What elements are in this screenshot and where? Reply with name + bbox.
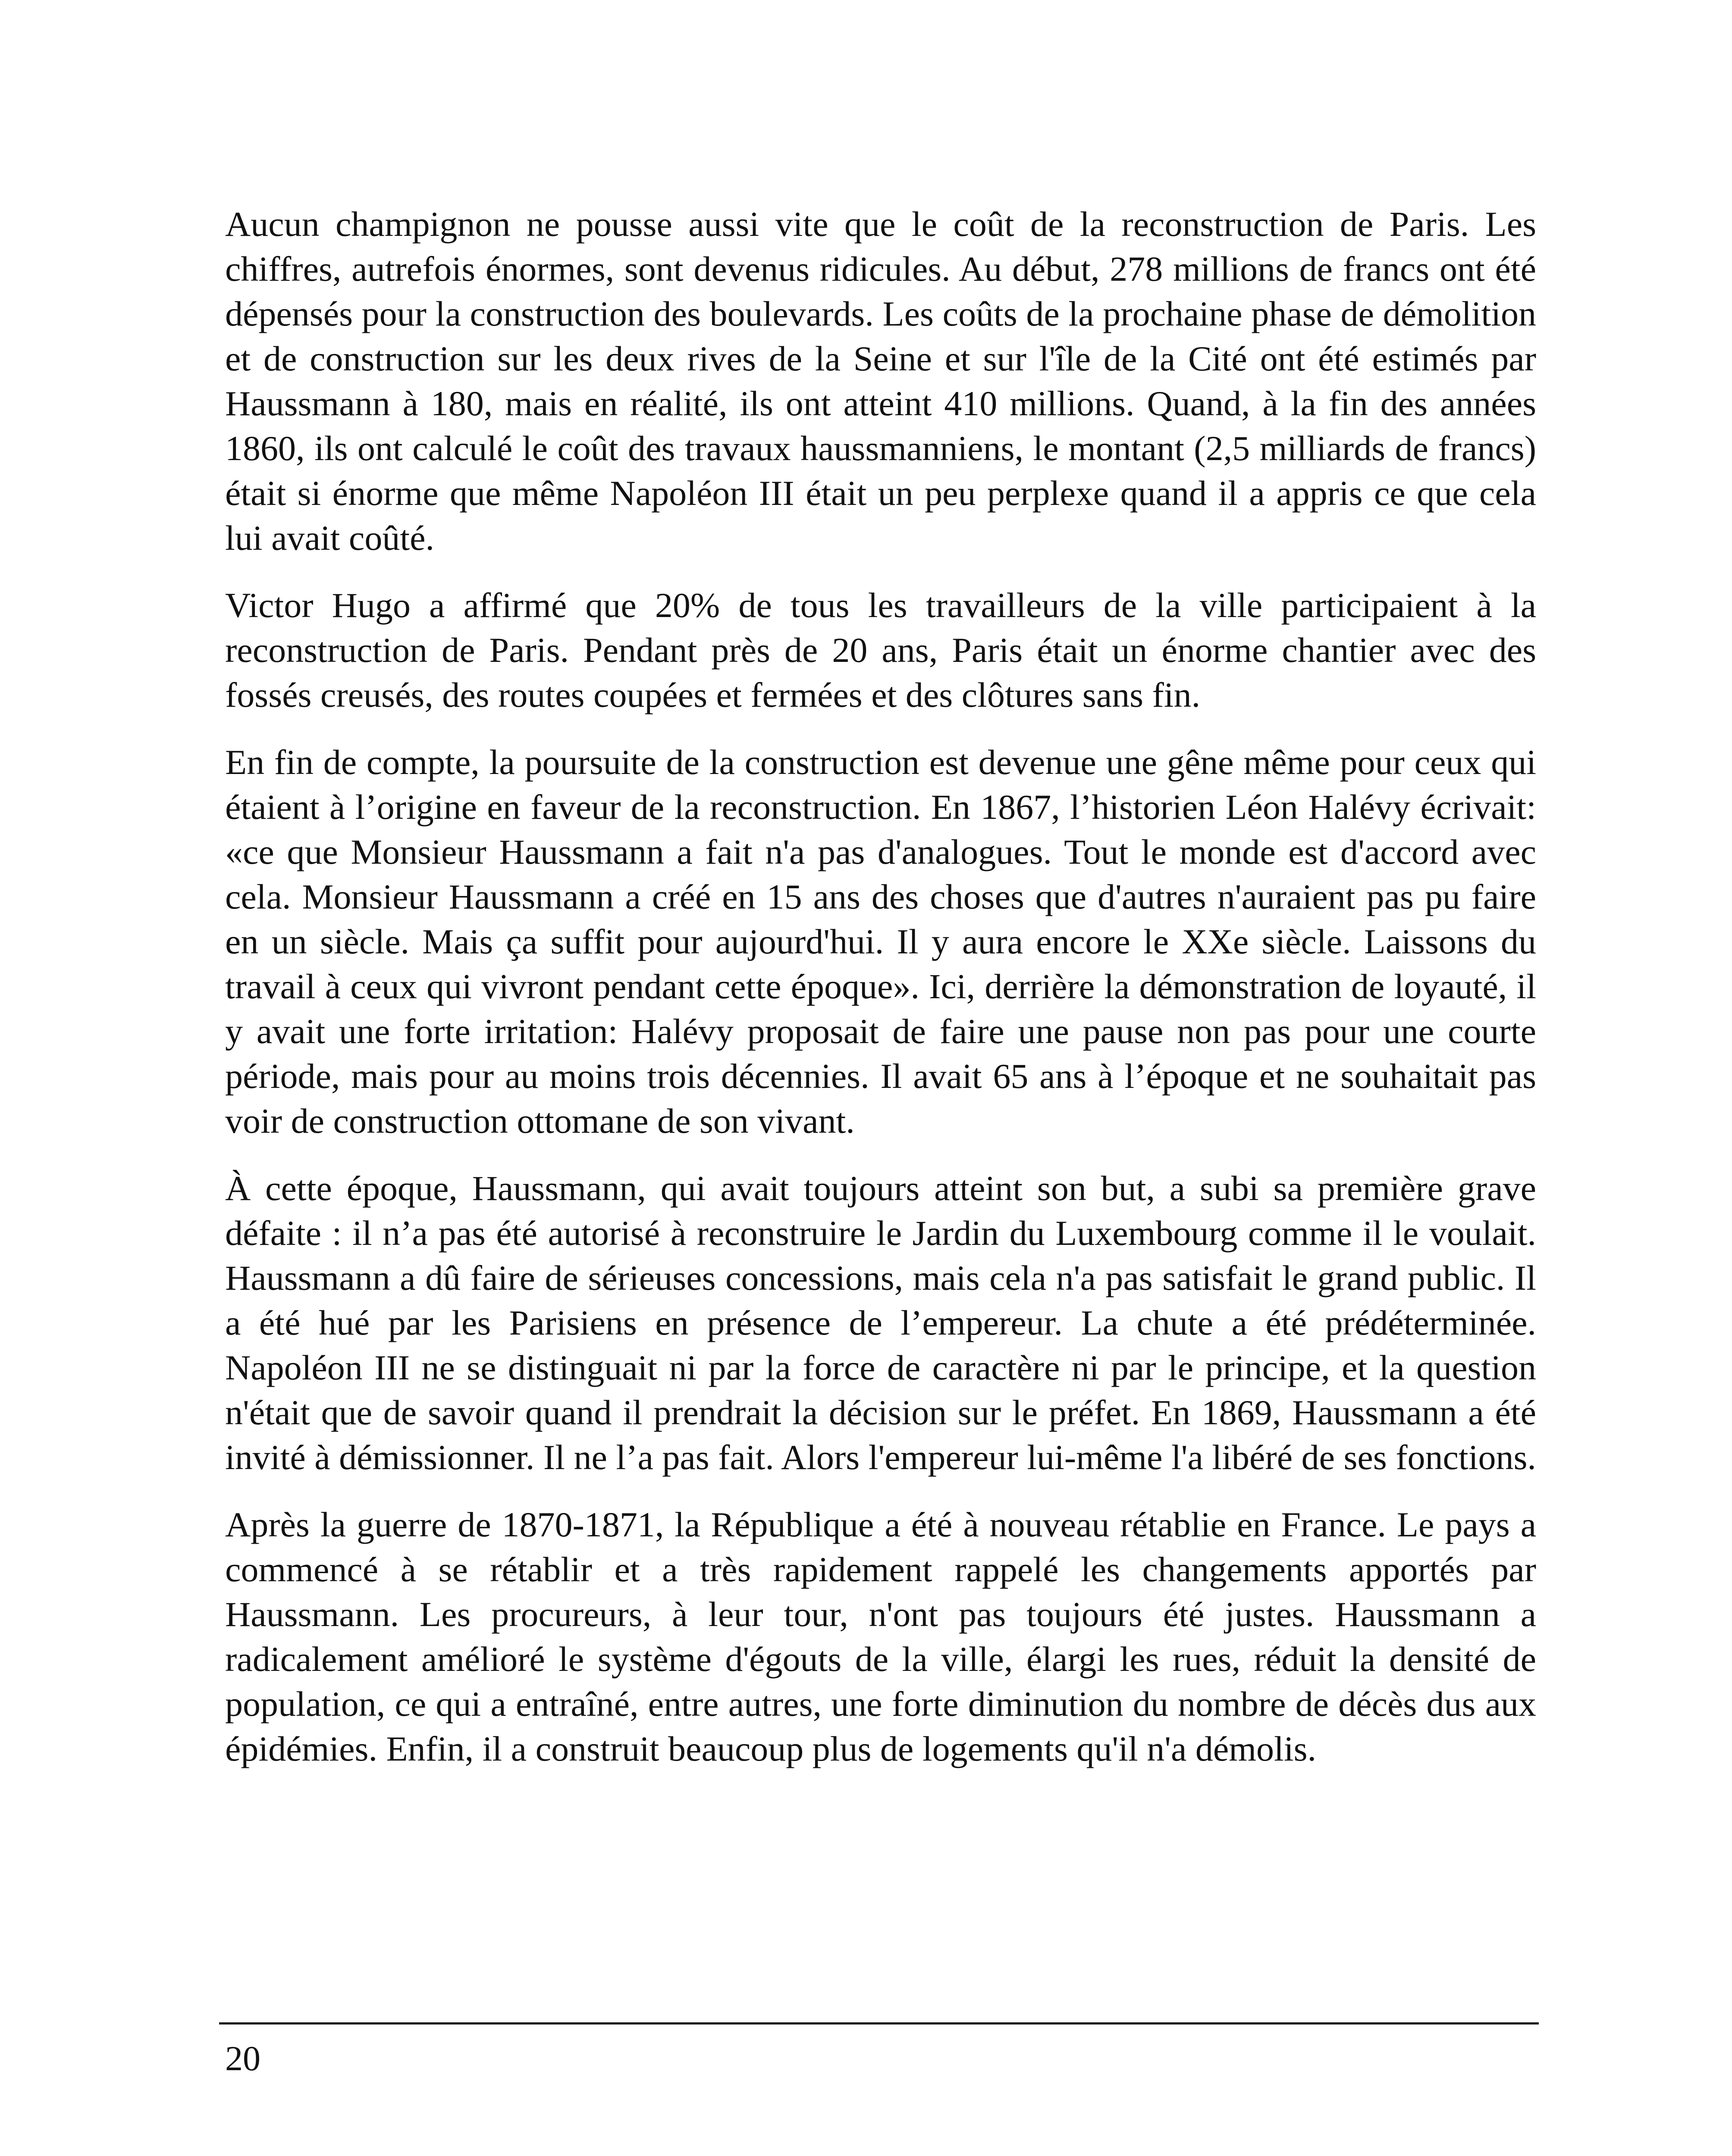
paragraph-5: Après la guerre de 1870-1871, la République a été à nouveau rétablie en France. Le pays a commencé à se rétablir et a très rapidement rappelé les changements apportés par Haussmann. Les procureurs, à leur tour, n'ont pas toujours été justes. Haussmann a radicalement amélioré le système d'égouts de la ville, élargi les rues, réduit la densité de population, ce qui a entraîné, entre autres, une forte diminution du nombre de décès dus aux épidémies. Enfin, il a construit beaucoup plus de logements qu'il n'a démolis.	[225, 1505, 1536, 1768]
body-text	[225, 202, 1536, 1794]
page-number: 20	[225, 2039, 260, 2078]
paragraph-4: À cette époque, Haussmann, qui avait toujours atteint son but, a subi sa première grave défaite : il n’a pas été autorisé à reconstruire le Jardin du Luxembourg comme il le voulait. Haussmann a dû faire de sérieuses concessions, mais cela n'a pas satisfait le grand public. Il a été hué par les Parisiens en présence de l’empereur. La chute a été prédéterminée. Napoléon III ne se distinguait ni par la force de caractère ni par le principe, et la question n'était que de savoir quand il prendrait la décision sur le préfet. En 1869, Haussmann a été invité à démissionner. Il ne l’a pas fait. Alors l'empereur lui-même l'a libéré de ses fonctions.	[225, 1169, 1536, 1477]
footer-divider	[219, 2022, 1539, 2024]
paragraph-2: Victor Hugo a affirmé que 20% de tous les travailleurs de la ville participaient à la reconstruction de Paris. Pendant près de 20 ans, Paris était un énorme chantier avec des fossés creusés, des routes coupées et fermées et des clôtures sans fin.	[225, 586, 1536, 714]
paragraph-1: Aucun champignon ne pousse aussi vite que le coût de la reconstruction de Paris. Les chiffres, autrefois énormes, sont devenus ridicules. Au début, 278 millions de francs ont été dépensés pour la construction des boulevards. Les coûts de la prochaine phase de démolition et de construction sur les deux rives de la Seine et sur l'île de la Cité ont été estimés par Haussmann à 180, mais en réalité, ils ont atteint 410 millions. Quand, à la fin des années 1860, ils ont calculé le coût des travaux haussmanniens, le montant (2,5 milliards de francs) était si énorme que même Napoléon III était un peu perplexe quand il a appris ce que cela lui avait coûté.	[225, 204, 1536, 558]
paragraph-3: En fin de compte, la poursuite de la construction est devenue une gêne même pour ceux qui étaient à l’origine en faveur de la reconstruction. En 1867, l’historien Léon Halévy écrivait: «ce que Monsieur Haussmann a fait n'a pas d'analogues. Tout le monde est d'accord avec cela. Monsieur Haussmann a créé en 15 ans des choses que d'autres n'auraient pas pu faire en un siècle. Mais ça suffit pour aujourd'hui. Il y aura encore le XXe siècle. Laissons du travail à ceux qui vivront pendant cette époque». Ici, derrière la démonstration de loyauté, il y avait une forte irritation: Halévy proposait de faire une pause non pas pour une courte période, mais pour au moins trois décennies. Il avait 65 ans à l’époque et ne souhaitait pas voir de construction ottomane de son vivant.	[225, 743, 1536, 1141]
